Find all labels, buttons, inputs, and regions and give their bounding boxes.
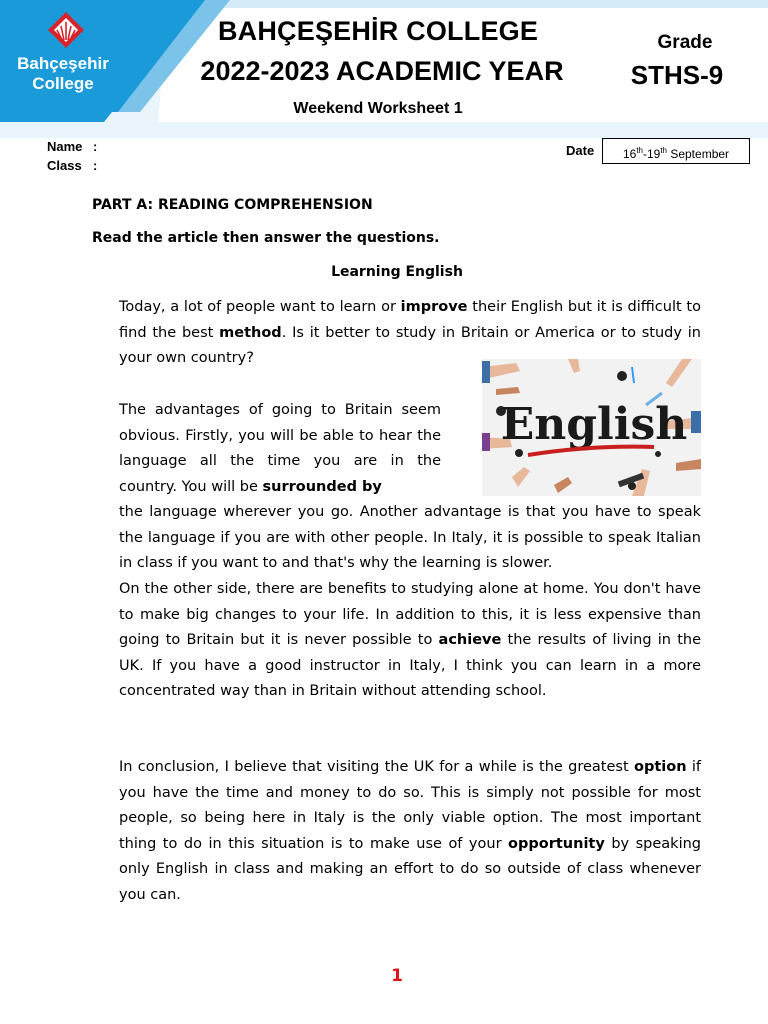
instruction: Read the article then answer the questions. [92,230,440,246]
article-paragraph-2-rest: the language wherever you go. Another advantage is that you have to speak the language if you are with other people. In Italy, it is possible to speak Italian in class if you want to and that's why the learning is slower. [119,504,701,572]
name-label: Name [47,139,83,154]
vocab-method: method [219,324,282,341]
college-logo-icon [48,12,84,52]
part-title: PART A: READING COMPREHENSION [92,197,373,213]
grade-label: Grade [657,32,713,53]
vocab-surrounded-by: surrounded by [262,478,382,495]
article-title: Learning English [331,264,463,280]
vocab-option: option [633,759,687,775]
article-paragraph-3: On the other side, there are benefits to studying alone at home. You don't have to make big changes to your life. In addition to this, it is less expensive than going to Britain but it is never possible to achieve the results of living in the UK. If you have a good instructor in Italy, I think you can learn in a more concentrated way than in Britain without attending school. [119,581,701,700]
article-paragraph-4: In conclusion, I believe that visiting the UK for a while is the greatest option if you have the time and money to do so. This is simply not possible for most people, so being here in Italy is the only viable option. The most important thing to do in this situation is to make use of your opportunity by speaking only English in class and making an effort to do so outside of class whenever you can. [119,759,702,903]
academic-year: 2022-2023 ACADEMIC YEAR [200,56,564,86]
date-label: Date [566,143,595,158]
english-word-label: English [500,399,688,450]
logo-text: College [32,74,94,93]
logo-text: Bahçeşehir [17,54,109,73]
worksheet-subtitle: Weekend Worksheet 1 [293,100,463,117]
article-paragraph-2: The advantages of going to Britain seem obvious. Firstly, you will be able to hear the language all the time you are in the country. You will be surrounded by [119,402,441,495]
name-colon: : [93,139,98,154]
class-label: Class [47,158,82,173]
grade-value: STHS-9 [630,60,724,90]
page-number: 1 [391,966,403,986]
date-field: 16th-19th September [602,138,750,164]
vocab-improve: improve [400,299,468,315]
english-classroom-image [482,359,701,496]
page-title: BAHÇEŞEHİR COLLEGE [217,16,539,46]
vocab-opportunity: opportunity [508,835,605,852]
class-colon: : [93,158,98,173]
article-paragraph-1: Today, a lot of people want to learn or improve their English but it is difficult to find the best method. Is it better to study in Britain or America or to study in your own country? [119,299,702,367]
vocab-achieve: achieve [438,632,502,649]
